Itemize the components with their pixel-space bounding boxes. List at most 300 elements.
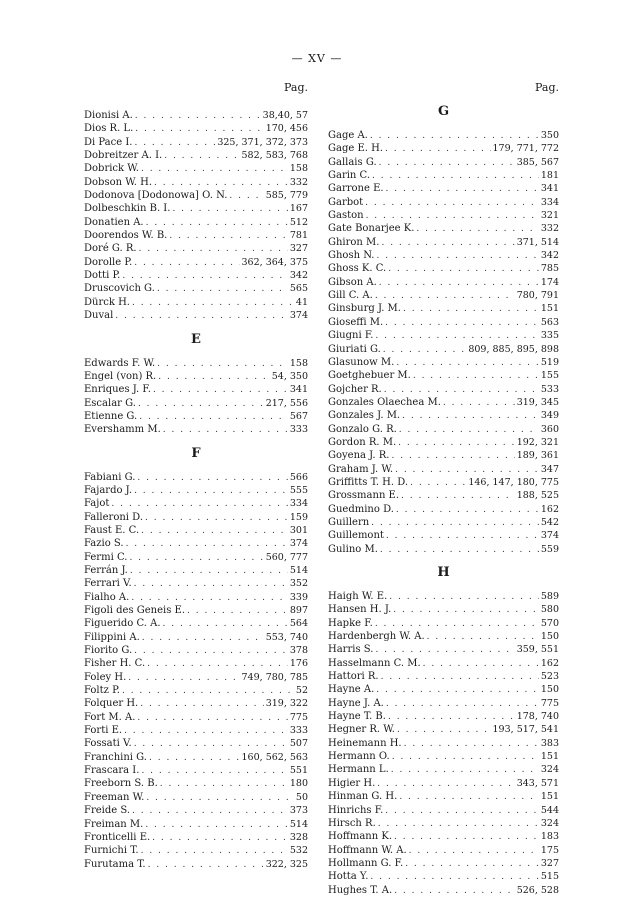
entry-name: Fabiani G.: [84, 471, 136, 483]
entry-pages: 319, 322: [265, 698, 308, 710]
entry-name: Gaston: [328, 210, 364, 222]
dot-leader: [141, 525, 288, 538]
entry-name: Harris S.: [328, 644, 374, 656]
entry-pages: 564: [289, 618, 308, 630]
index-entry: [328, 302, 559, 315]
index-entry: [84, 537, 308, 550]
index-entry: [84, 511, 308, 524]
entry-name: Falleroni D.: [84, 511, 143, 523]
dot-leader: [157, 358, 288, 371]
index-section: [328, 95, 559, 556]
index-section: [328, 556, 559, 897]
dot-leader: [413, 370, 539, 383]
entry-name: Hegner R. W.: [328, 724, 395, 736]
index-entry: [328, 543, 559, 556]
entry-name: Heinemann H.: [328, 737, 402, 749]
dot-leader: [376, 684, 539, 697]
entry-name: Forti E.: [84, 725, 123, 737]
entry-name: Hoffmann W. A.: [328, 844, 407, 856]
entry-pages: 526, 528: [516, 884, 559, 896]
entry-name: Ghosh N.: [328, 250, 375, 262]
dot-leader: [172, 203, 287, 216]
dot-leader: [154, 177, 288, 190]
entry-name: Goyena J. R.: [328, 450, 390, 462]
dot-leader: [138, 398, 264, 411]
dot-leader: [163, 618, 288, 631]
dot-leader: [129, 552, 263, 565]
entry-pages: 343, 571: [516, 777, 559, 789]
index-section: [84, 437, 308, 871]
index-section: [84, 109, 308, 323]
entry-name: Hayne J. A.: [328, 697, 384, 709]
index-entry: [328, 409, 559, 422]
entry-pages: 342: [289, 270, 308, 282]
dot-leader: [381, 237, 514, 250]
dot-leader: [137, 712, 287, 725]
dot-leader: [153, 384, 288, 397]
dot-leader: [386, 183, 539, 196]
dot-leader: [365, 197, 539, 210]
dot-leader: [386, 698, 539, 711]
entry-name: Hermann O.: [328, 751, 390, 763]
entry-pages: 551: [289, 765, 308, 777]
dot-leader: [126, 538, 288, 551]
entry-pages: 339: [289, 591, 308, 603]
index-entry: [328, 723, 559, 736]
index-entry: [328, 737, 559, 750]
dot-leader: [377, 250, 539, 263]
entry-pages: 775: [540, 697, 559, 709]
entry-pages: 301: [289, 524, 308, 536]
entry-name: Dodonova [Dodonowa] O. N.: [84, 190, 228, 202]
index-entry: [328, 804, 559, 817]
entry-pages: 333: [289, 424, 308, 436]
entry-name: Hapke F.: [328, 617, 373, 629]
index-entry: [328, 657, 559, 670]
dot-leader: [385, 317, 539, 330]
left-sections: [84, 109, 308, 871]
entry-name: Dobreitzer A. I.: [84, 150, 163, 162]
entry-name: Doré G. R.: [84, 243, 137, 255]
index-entry: [84, 397, 308, 410]
entry-name: Dionisi A.: [84, 110, 133, 121]
entry-pages: 150: [540, 684, 559, 696]
entry-name: Fiorito G.: [84, 645, 133, 657]
dot-leader: [141, 845, 288, 858]
entry-name: Gulino M.: [328, 543, 378, 555]
entry-name: Garrone E.: [328, 183, 384, 195]
pag-label: Pag.: [534, 81, 559, 94]
index-entry: [84, 844, 308, 857]
dot-leader: [132, 805, 288, 818]
entry-name: Gibson A.: [328, 276, 377, 288]
index-entry: [328, 884, 559, 897]
entry-name: Druscovich G.: [84, 283, 155, 295]
entry-pages: 533: [540, 383, 559, 395]
dot-leader: [141, 765, 287, 778]
index-entry: [84, 229, 308, 242]
index-entry: [328, 329, 559, 342]
entry-name: Ghiron M.: [328, 236, 380, 248]
entry-pages: 181: [540, 170, 559, 182]
entry-pages: 324: [540, 764, 559, 776]
entry-name: Faust E. C.: [84, 524, 140, 536]
index-entry: [328, 463, 559, 476]
entry-name: Fazio S.: [84, 538, 124, 550]
entry-name: Dürck H.: [84, 296, 130, 308]
entry-name: Gonzalo G. R.: [328, 423, 397, 435]
entry-name: Di Pace I.: [84, 136, 133, 148]
entry-pages: 159: [289, 511, 308, 523]
index-entry: [328, 710, 559, 723]
dot-leader: [140, 698, 263, 711]
entry-name: Gill C. A.: [328, 290, 373, 302]
entry-pages: 553, 740: [265, 631, 308, 643]
index-entry: [328, 503, 559, 516]
entry-name: Grossmann E.: [328, 490, 400, 502]
entry-pages: 809, 885, 895, 898: [468, 343, 559, 355]
entry-name: Gage E. H.: [328, 143, 384, 155]
index-entry: [328, 476, 559, 489]
dot-leader: [394, 831, 539, 844]
dot-leader: [379, 277, 539, 290]
dot-leader: [164, 150, 239, 163]
entry-name: Dios R. L.: [84, 123, 134, 135]
dot-leader: [391, 764, 539, 777]
index-entry: [84, 551, 308, 564]
index-entry: [84, 189, 308, 202]
entry-pages: 349: [540, 410, 559, 422]
entry-pages: 325, 371, 372, 373: [217, 136, 308, 148]
entry-pages: 342: [540, 250, 559, 262]
dot-leader: [157, 283, 288, 296]
dot-leader: [399, 424, 539, 437]
dot-leader: [409, 845, 539, 858]
entry-pages: 162: [540, 657, 559, 669]
index-entry: [328, 436, 559, 449]
index-entry: [328, 697, 559, 710]
dot-leader: [111, 498, 287, 511]
entry-name: Engel (von) R.: [84, 370, 157, 382]
entry-name: Dolbeschkin B. I.: [84, 203, 171, 215]
entry-name: Giuriati G.: [328, 343, 381, 355]
entry-name: Goetghebuer M.: [328, 370, 411, 382]
entry-name: Hayne T. B.: [328, 711, 386, 723]
entry-name: Fort M. A.: [84, 711, 136, 723]
dot-leader: [388, 711, 515, 724]
dot-leader: [134, 485, 288, 498]
entry-name: Glasunow M.: [328, 356, 395, 368]
entry-pages: 341: [540, 183, 559, 195]
entry-name: Escalar G.: [84, 397, 136, 409]
entry-pages: 335: [540, 330, 559, 342]
index-entry: [84, 269, 308, 282]
entry-name: Etienne G.: [84, 410, 138, 422]
dot-leader: [427, 631, 539, 644]
entry-pages: 160, 562, 563: [241, 751, 308, 763]
entry-pages: 333: [289, 725, 308, 737]
index-entry: [84, 309, 308, 322]
entry-pages: 362, 364, 375: [241, 256, 308, 268]
index-entry: [84, 631, 308, 644]
index-entry: [84, 524, 308, 537]
entry-pages: 371, 514: [516, 236, 559, 248]
index-entry: [328, 423, 559, 436]
entry-pages: 327: [540, 857, 559, 869]
entry-pages: 544: [540, 804, 559, 816]
entry-pages: 532: [289, 845, 308, 857]
dot-leader: [378, 818, 539, 831]
dot-leader: [375, 618, 539, 631]
entry-name: Hotta Y.: [328, 871, 369, 883]
dot-leader: [379, 157, 515, 170]
index-entry: [84, 484, 308, 497]
entry-pages: 567: [289, 410, 308, 422]
dot-leader: [398, 437, 515, 450]
dot-leader: [385, 805, 539, 818]
index-entry: [84, 109, 308, 122]
entry-pages: 319, 345: [516, 396, 559, 408]
index-entry: [328, 316, 559, 329]
entry-name: Furnichi T.: [84, 845, 139, 857]
dot-leader: [146, 217, 288, 230]
index-entry: [328, 763, 559, 776]
index-entry: [328, 857, 559, 870]
index-entry: [328, 817, 559, 830]
dot-leader: [381, 671, 539, 684]
entry-pages: 359, 551: [516, 644, 559, 656]
entry-name: Fisher H. C.: [84, 658, 146, 670]
entry-pages: 570: [540, 617, 559, 629]
entry-name: Foley H.: [84, 671, 127, 683]
dot-leader: [386, 530, 539, 543]
entry-name: Hardenbergh W. A.: [328, 631, 425, 643]
entry-pages: 151: [540, 751, 559, 763]
dot-leader: [370, 871, 538, 884]
index-entry: [328, 670, 559, 683]
entry-name: Fermi C.: [84, 551, 128, 563]
entry-name: Dobson W. H.: [84, 176, 152, 188]
entry-pages: 775: [289, 711, 308, 723]
entry-pages: 175: [540, 844, 559, 856]
index-entry: [84, 423, 308, 436]
entry-pages: 582, 583, 768: [241, 150, 308, 162]
entry-pages: 332: [540, 223, 559, 235]
index-entry: [328, 169, 559, 182]
entry-pages: 585, 779: [265, 190, 308, 202]
index-entry: [84, 591, 308, 604]
entry-pages: 514: [289, 818, 308, 830]
entry-name: Hayne A.: [328, 684, 375, 696]
index-entry: [328, 777, 559, 790]
entry-pages: 352: [289, 578, 308, 590]
entry-pages: 158: [289, 163, 308, 175]
entry-name: Gonzales Olaechea M.: [328, 396, 441, 408]
entry-name: Folquer H.: [84, 698, 139, 710]
index-entry: [328, 449, 559, 462]
entry-pages: 146, 147, 180, 775: [468, 476, 559, 488]
entry-pages: 897: [289, 605, 308, 616]
index-entry: [328, 289, 559, 302]
index-entry: [328, 683, 559, 696]
entry-name: Enriques J. F.: [84, 384, 151, 396]
index-entry-list: [328, 129, 559, 556]
index-entry: [84, 410, 308, 423]
index-entry: [84, 777, 308, 790]
entry-pages: 523: [540, 671, 559, 683]
dot-leader: [370, 130, 539, 143]
index-entry: [84, 818, 308, 831]
entry-name: Gate Bonarjee K.: [328, 223, 415, 235]
entry-pages: 328: [289, 831, 308, 843]
dot-leader: [375, 644, 514, 657]
entry-pages: 785: [540, 263, 559, 275]
dot-leader: [134, 257, 239, 270]
dot-leader: [145, 512, 288, 525]
entry-pages: 38,40, 57: [262, 110, 308, 121]
entry-pages: 374: [289, 310, 308, 322]
dot-leader: [404, 738, 539, 751]
entry-name: Hattori R.: [328, 671, 379, 683]
entry-name: Ginsburg J. M.: [328, 303, 401, 315]
index-entry: [84, 804, 308, 817]
dot-leader: [149, 752, 240, 765]
entry-name: Gallais G.: [328, 156, 377, 168]
dot-leader: [384, 384, 539, 397]
index-entry: [328, 142, 559, 155]
entry-name: Ferrán J.: [84, 564, 128, 576]
entry-pages: 167: [289, 203, 308, 215]
dot-leader: [371, 517, 539, 530]
entry-name: Evershamm M.: [84, 424, 161, 436]
index-entry: [84, 162, 308, 175]
entry-pages: 334: [289, 498, 308, 510]
entry-name: Gioseffi M.: [328, 316, 384, 328]
index-entry: [84, 149, 308, 162]
dot-leader: [134, 645, 288, 658]
entry-name: Freide S.: [84, 805, 131, 817]
entry-pages: 150: [540, 631, 559, 643]
dot-leader: [152, 832, 288, 845]
page-number-header: — XV —: [291, 52, 343, 65]
entry-pages: 565: [289, 283, 308, 295]
dot-leader: [229, 190, 263, 203]
index-entry: [84, 697, 308, 710]
index-section: [84, 323, 308, 437]
entry-name: Hansen H. J.: [328, 604, 392, 616]
index-entry: [84, 684, 308, 697]
entry-name: Ghoss K. C.: [328, 263, 387, 275]
entry-pages: 560, 777: [265, 551, 308, 563]
dot-leader: [383, 344, 467, 357]
dot-leader: [391, 450, 514, 463]
dot-leader: [375, 330, 538, 343]
entry-pages: 374: [289, 538, 308, 550]
index-entry: [328, 236, 559, 249]
index-column-left: [84, 80, 308, 871]
entry-pages: 350: [540, 130, 559, 141]
entry-name: Doorendos W. B.: [84, 230, 168, 242]
index-entry: [84, 858, 308, 871]
entry-pages: 170, 456: [265, 123, 308, 135]
entry-pages: 519: [540, 356, 559, 368]
entry-pages: 378: [289, 645, 308, 657]
entry-name: Hirsch R.: [328, 817, 376, 829]
entry-name: Hughes T. A.: [328, 884, 393, 896]
dot-leader: [148, 859, 264, 872]
dot-leader: [187, 605, 288, 618]
index-entry-list: [84, 109, 308, 323]
entry-pages: 512: [289, 216, 308, 228]
entry-pages: 327: [289, 243, 308, 255]
index-entry: [84, 296, 308, 309]
entry-name: Dorolle P.: [84, 256, 133, 268]
dot-leader: [132, 297, 294, 310]
index-entry: [84, 136, 308, 149]
entry-pages: 155: [540, 370, 559, 382]
entry-name: Griffitts T. H. D.: [328, 476, 409, 488]
entry-pages: 563: [540, 316, 559, 328]
entry-name: Higier H.: [328, 777, 376, 789]
entry-name: Fajardo J.: [84, 484, 133, 496]
index-entry: [84, 383, 308, 396]
entry-name: Gage A.: [328, 130, 368, 141]
index-entry: [328, 529, 559, 542]
entry-pages: 176: [289, 658, 308, 670]
index-entry-list: [328, 590, 559, 897]
dot-leader: [142, 632, 264, 645]
index-entry: [84, 242, 308, 255]
entry-pages: 332: [289, 176, 308, 188]
entry-pages: 179, 771, 772: [492, 143, 559, 155]
entry-pages: 151: [540, 303, 559, 315]
entry-name: Franchini G.: [84, 751, 147, 763]
entry-name: Gonzales J. M.: [328, 410, 401, 422]
index-entry: [84, 751, 308, 764]
entry-pages: 555: [289, 484, 308, 496]
dot-leader: [135, 123, 263, 136]
entry-name: Guillern: [328, 516, 370, 528]
entry-name: Gojcher R.: [328, 383, 382, 395]
index-entry: [328, 196, 559, 209]
section-letter-heading: E: [191, 331, 201, 347]
entry-pages: 749, 780, 785: [241, 671, 308, 683]
dot-leader: [392, 751, 539, 764]
index-entry: [84, 256, 308, 269]
pag-label: Pag.: [283, 81, 308, 94]
index-entry: [328, 830, 559, 843]
entry-name: Freeborn S. B.: [84, 778, 158, 790]
entry-name: Garin C.: [328, 170, 371, 182]
entry-name: Freiman M.: [84, 818, 144, 830]
dot-leader: [139, 243, 288, 256]
section-letter-heading: G: [437, 104, 450, 119]
index-entry: [84, 357, 308, 370]
index-entry: [328, 356, 559, 369]
entry-pages: 341: [289, 384, 308, 396]
dot-leader: [134, 738, 288, 751]
index-entry: [328, 262, 559, 275]
index-entry: [84, 216, 308, 229]
entry-name: Hinrichs F.: [328, 804, 384, 816]
entry-name: Fronticelli E.: [84, 831, 151, 843]
entry-pages: 151: [540, 791, 559, 803]
dot-leader: [375, 290, 515, 303]
dot-leader: [399, 791, 539, 804]
index-entry: [84, 577, 308, 590]
dot-leader: [141, 163, 288, 176]
entry-pages: 373: [289, 805, 308, 817]
